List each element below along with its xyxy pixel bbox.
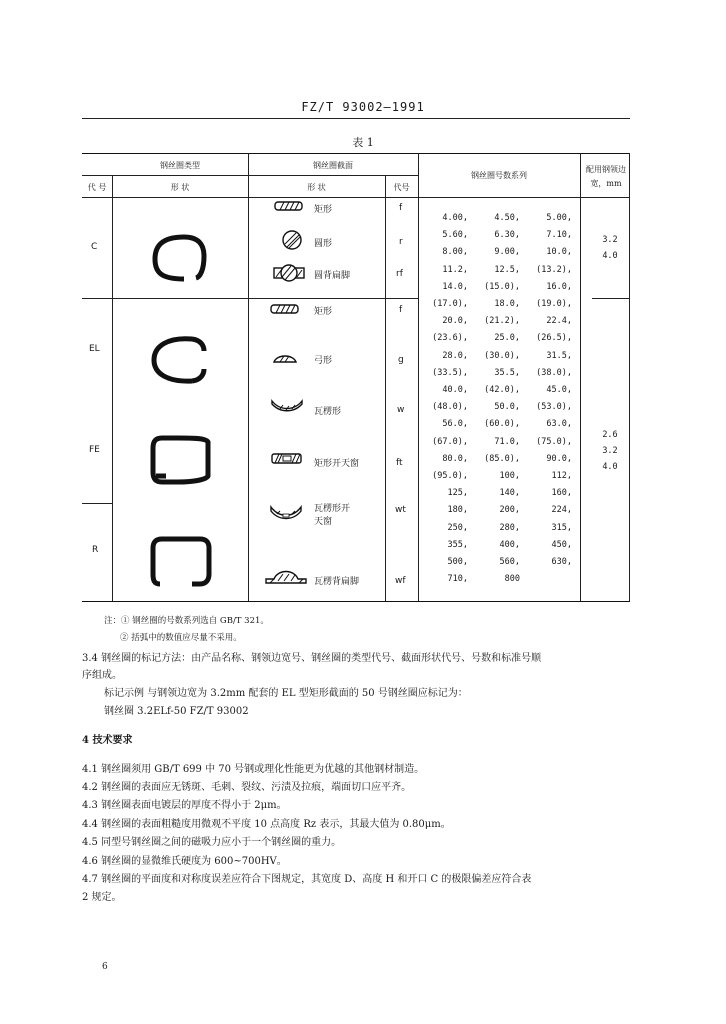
number-series-row xyxy=(418,213,578,227)
table-row-rule-c xyxy=(82,298,418,299)
table-note-1: 注：① 钢丝圈的号数系列选自 GB/T 321。 xyxy=(104,616,269,626)
corrugated-skylight-section-icon xyxy=(269,505,303,521)
number-series-row xyxy=(418,419,578,433)
number-series-value: 14.0, xyxy=(442,281,468,292)
col-head-ring-width: 配用钢领边宽，mm xyxy=(586,165,626,188)
number-series-value: 4.00, xyxy=(442,213,468,223)
number-series-value: 630, xyxy=(551,557,572,567)
number-series-value: 71.0, xyxy=(494,436,520,447)
ring-width-value: 4.0 xyxy=(602,251,618,261)
number-series-value: 800 xyxy=(504,574,520,585)
col-head-sec-shape: 形 状 xyxy=(307,183,326,192)
number-series-value: 22.4, xyxy=(546,316,572,327)
number-series-value: 35.5, xyxy=(494,367,520,378)
number-series-row xyxy=(418,437,578,451)
number-series-row xyxy=(418,265,578,279)
table-subhead-rule xyxy=(82,175,418,176)
clause-4-6: 4.6 钢丝圈的显微维氏硬度为 600~700HV。 xyxy=(82,856,287,867)
number-series-value: (15.0), xyxy=(484,281,520,292)
number-series-value: (21.2), xyxy=(484,316,520,327)
number-series-row xyxy=(418,574,578,588)
c-ring-shape-icon xyxy=(150,232,210,284)
number-series-value: 50.0, xyxy=(494,402,520,413)
table-title: 表 1 xyxy=(352,136,374,149)
col-head-type: 钢丝圈类型 xyxy=(160,161,200,170)
col-head-shape: 形 状 xyxy=(170,183,190,192)
round-back-flat-foot-icon xyxy=(272,263,306,283)
clause-3-4-line-2: 序组成。 xyxy=(82,670,122,681)
clause-4-5: 4.5 同型号钢丝圈之间的磁吸力应小于一个钢丝圈的重力。 xyxy=(82,837,342,848)
clause-4-2: 4.2 钢丝圈的表面应无锈斑、毛刺、裂纹、污渍及拉痕，端面切口应平齐。 xyxy=(82,782,412,793)
el-ring-shape-icon xyxy=(150,334,210,386)
section-name-1: 矩形 xyxy=(314,205,333,215)
number-series-value: 224, xyxy=(551,505,572,516)
marking-example: 标记示例 与钢领边宽为 3.2mm 配套的 EL 型矩形截面的 50 号钢丝圈应标记为： xyxy=(104,688,468,699)
col-rule-3 xyxy=(385,175,386,601)
number-series-value: 7.10, xyxy=(546,230,572,241)
section-code-3: rf xyxy=(396,269,403,279)
number-series-value: 9.00, xyxy=(494,247,520,258)
number-series-value: 112, xyxy=(551,471,572,481)
rectangle-skylight-section-icon xyxy=(271,453,303,465)
col-rule-2 xyxy=(248,153,249,601)
number-series-value: (17.0), xyxy=(432,299,468,309)
section-code-1: f xyxy=(399,203,403,213)
number-series-row xyxy=(418,505,578,519)
number-series-value: 11.2, xyxy=(442,264,468,275)
ring-width-value: 3.2 xyxy=(602,446,618,456)
table-note-2: ② 括弧中的数值应尽量不采用。 xyxy=(120,633,242,643)
clause-4-3: 4.3 钢丝圈表面电镀层的厚度不得小于 2μm。 xyxy=(82,800,287,811)
number-series-value: 20.0, xyxy=(442,316,468,327)
section-name-5: 弓形 xyxy=(314,356,333,366)
type-code-r: R xyxy=(92,545,99,555)
number-series-value: 450, xyxy=(551,539,572,550)
table-head-bottom-rule xyxy=(82,197,630,198)
number-series-value: (95.0), xyxy=(432,471,468,481)
section-name-3: 圆背扁脚 xyxy=(314,271,351,281)
number-series-value: (30.0), xyxy=(484,350,520,361)
section-code-2: r xyxy=(399,237,403,247)
number-series-value: 45.0, xyxy=(546,385,572,395)
type-code-fe: FE xyxy=(89,445,100,455)
number-series-value: (19.0), xyxy=(536,299,572,309)
clause-3-4-line-1: 3.4 钢丝圈的标记方法：由产品名称、钢领边宽号、钢丝圈的类型代号、截面形状代号、号数和标准号顺 xyxy=(82,653,542,664)
number-series-row xyxy=(418,471,578,485)
number-series-value: 5.60, xyxy=(442,230,468,241)
number-series-value: 28.0, xyxy=(442,350,468,361)
section-name-7: 矩形开天窗 xyxy=(314,459,360,469)
number-series-value: 180, xyxy=(447,505,468,516)
section-code-6: w xyxy=(397,405,405,415)
number-series-row xyxy=(418,247,578,261)
marking-example-designation: 钢丝圈 3.2ELf-50 FZ/T 93002 xyxy=(104,706,249,717)
clause-4-4: 4.4 钢丝圈的表面粗糙度用微观不平度 10 点高度 Rz 表示，其最大值为 0.80μm。 xyxy=(82,819,451,830)
number-series-row xyxy=(418,385,578,399)
number-series-value: 710, xyxy=(447,574,468,585)
number-series-value: (13.2), xyxy=(536,264,572,275)
table-bottom-rule xyxy=(82,601,630,602)
fe-ring-shape-icon xyxy=(148,432,214,488)
clause-4-7-line-2: 2 规定。 xyxy=(82,892,122,903)
type-code-el: EL xyxy=(89,344,100,354)
ring-width-value: 4.0 xyxy=(602,462,618,472)
number-series-value: 560, xyxy=(499,557,520,567)
number-series-value: 5.00, xyxy=(546,213,572,223)
number-series-value: 90.0, xyxy=(546,453,572,464)
number-series-value: 355, xyxy=(447,539,468,550)
number-series-value: 250, xyxy=(447,522,468,533)
number-series-value: 500, xyxy=(447,557,468,567)
number-series-value: 200, xyxy=(499,505,520,516)
number-series-value: 8.00, xyxy=(442,247,468,258)
type-code-c: C xyxy=(91,242,98,252)
number-series-value: 140, xyxy=(499,488,520,499)
clause-4-1: 4.1 钢丝圈须用 GB/T 699 中 70 号钢或理化性能更为优越的其他钢材制造。 xyxy=(82,764,425,775)
number-series-value: 12.5, xyxy=(494,264,520,275)
number-series-value: 160, xyxy=(551,488,572,499)
number-series-value: (67.0), xyxy=(432,436,468,447)
number-series-row xyxy=(418,540,578,554)
number-series-row xyxy=(418,333,578,347)
number-series-value: (26.5), xyxy=(536,333,572,344)
table-row-rule-fe xyxy=(82,503,112,504)
corrugated-back-flat-foot-icon xyxy=(264,567,308,585)
section-name-2: 圆形 xyxy=(314,239,333,249)
section-name-6: 瓦楞形 xyxy=(314,407,342,417)
section-code-8: wt xyxy=(395,505,406,515)
standard-number-header: FZ/T 93002—1991 xyxy=(301,100,425,114)
number-series-value: 80.0, xyxy=(442,453,468,464)
number-series-row xyxy=(418,282,578,296)
number-series-value: 10.0, xyxy=(546,247,572,258)
number-series-value: (85.0), xyxy=(484,453,520,464)
number-series-value: 40.0, xyxy=(442,385,468,395)
rectangle-section-icon xyxy=(274,201,304,211)
number-series-row xyxy=(418,316,578,330)
section-code-4: f xyxy=(399,305,403,315)
number-series-value: (38.0), xyxy=(536,367,572,378)
number-series-value: (48.0), xyxy=(432,402,468,413)
number-series-value: 280, xyxy=(499,522,520,533)
number-series-row xyxy=(418,523,578,537)
section-4-heading: 4 技术要求 xyxy=(82,735,133,746)
number-series-value: 315, xyxy=(551,522,572,533)
col-rule-5 xyxy=(580,153,581,601)
col-rule-6 xyxy=(629,153,630,601)
number-series-value: 16.0, xyxy=(546,281,572,292)
number-series-value: (33.5), xyxy=(432,367,468,378)
number-series-value: 125, xyxy=(447,488,468,499)
rectangle-section-icon xyxy=(270,304,300,314)
number-series-row xyxy=(418,557,578,571)
number-series-value: 63.0, xyxy=(546,419,572,430)
round-section-icon xyxy=(281,229,303,251)
bow-section-icon xyxy=(272,352,298,364)
corrugated-section-icon xyxy=(270,399,304,413)
number-series-value: 18.0, xyxy=(494,299,520,309)
r-ring-shape-icon xyxy=(148,534,214,590)
number-series-value: 100, xyxy=(499,471,520,481)
number-series-row xyxy=(418,351,578,365)
number-series-value: (60.0), xyxy=(484,419,520,430)
section-code-5: g xyxy=(398,355,404,365)
col-head-sec-code: 代号 xyxy=(393,183,410,192)
number-series-row xyxy=(418,230,578,244)
section-name-4: 矩形 xyxy=(314,307,333,317)
number-series-value: (23.6), xyxy=(432,333,468,344)
col-head-code: 代 号 xyxy=(87,183,107,192)
number-series-value: 56.0, xyxy=(442,419,468,430)
number-series-value: 25.0, xyxy=(494,333,520,344)
number-series-row xyxy=(418,299,578,313)
col-head-section: 钢丝圈截面 xyxy=(313,161,353,170)
number-series-value: 4.50, xyxy=(494,213,520,223)
number-series-row xyxy=(418,454,578,468)
section-code-9: wf xyxy=(395,576,406,586)
width-group-rule xyxy=(592,298,630,299)
col-rule-1 xyxy=(112,175,113,601)
number-series-row xyxy=(418,368,578,382)
section-code-7: ft xyxy=(396,458,403,468)
number-series-value: (42.0), xyxy=(484,385,520,395)
number-series-value: (53.0), xyxy=(536,402,572,413)
page-number: 6 xyxy=(102,962,108,972)
table-top-rule xyxy=(82,153,630,154)
section-name-8: 瓦楞形开天窗 xyxy=(314,504,351,527)
number-series-row xyxy=(418,488,578,502)
number-series-value: 31.5, xyxy=(546,350,572,361)
col-head-number-series: 钢丝圈号数系列 xyxy=(471,171,527,180)
clause-4-7-line-1: 4.7 钢丝圈的平面度和对称度误差应符合下图规定，其宽度 D、高度 H 和开口 C 的极限偏差应符合表 xyxy=(82,874,532,885)
number-series-value: 400, xyxy=(499,539,520,550)
number-series-value: (75.0), xyxy=(536,436,572,447)
number-series-row xyxy=(418,402,578,416)
header-rule xyxy=(82,118,630,119)
number-series-value: 6.30, xyxy=(494,230,520,241)
ring-width-value: 2.6 xyxy=(602,430,618,440)
section-name-9: 瓦楞背扁脚 xyxy=(314,577,360,587)
ring-width-value: 3.2 xyxy=(602,235,618,245)
